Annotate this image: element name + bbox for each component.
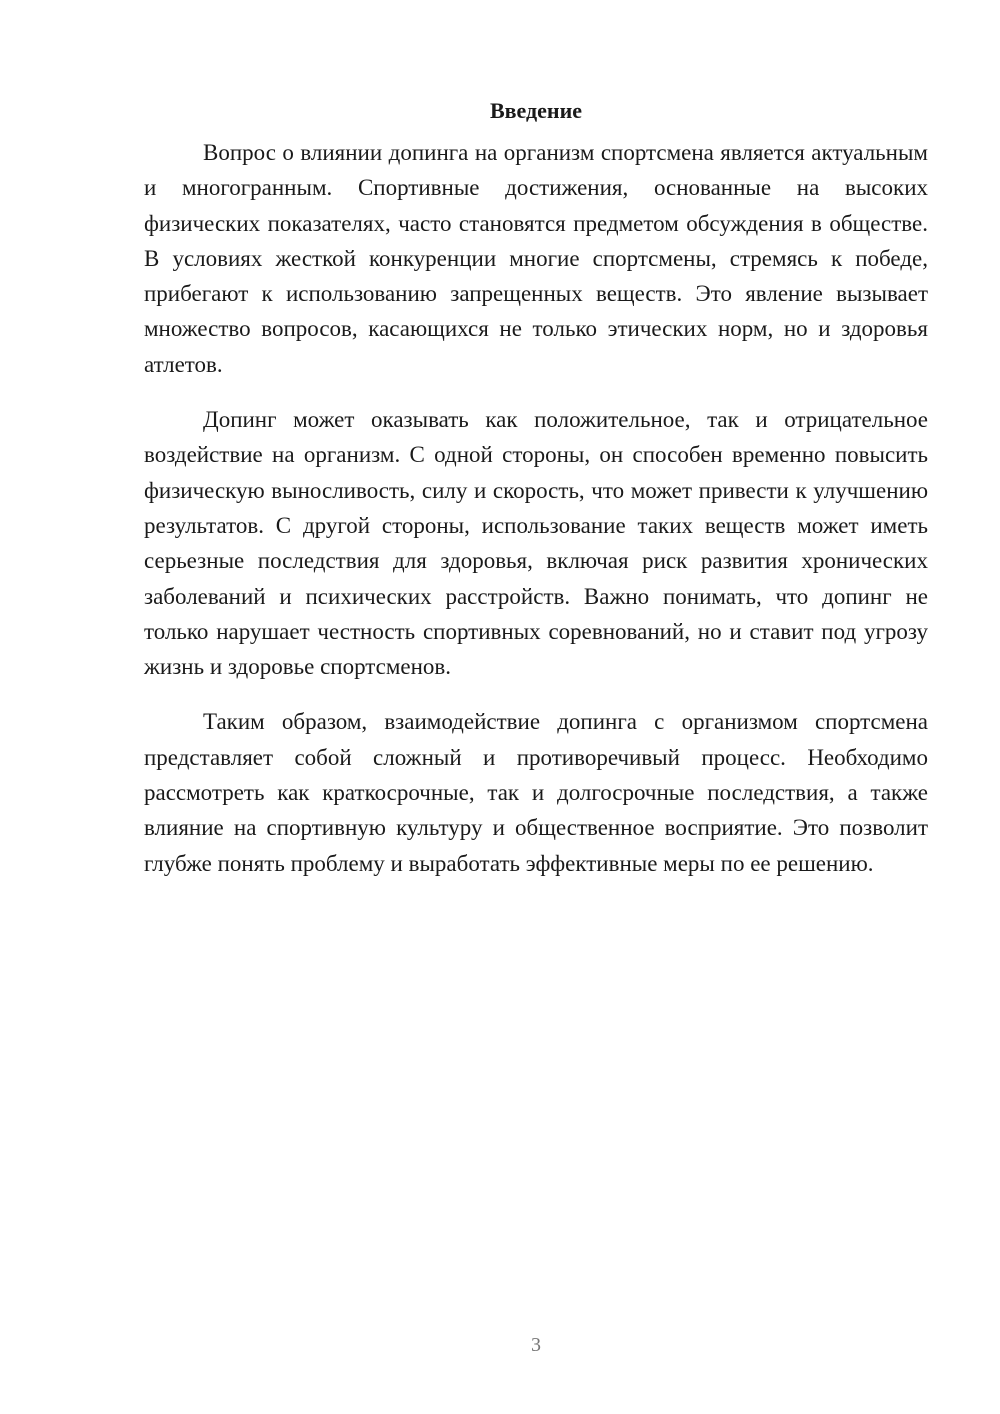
paragraph-3: Таким образом, взаимодействие допинга с организмом спортсмена представляет собой сложный и противоречивый процесс. Необходимо рассмотреть как краткосрочные, так и долгосрочные последствия, а также влияние на спортивную культуру и общественное восприятие. Это позволит глубже понять проблему и выработать эффективные меры по ее решению. (144, 709, 928, 876)
page-number: 3 (531, 1334, 541, 1356)
page-content (144, 96, 928, 901)
paragraph-2: Допинг может оказывать как положительное, так и отрицательное воздействие на организм. С одной стороны, он способен временно повысить физическую выносливость, силу и скорость, что может привести к улучшению результатов. С другой стороны, использование таких веществ может иметь серьезные последствия для здоровья, включая риск развития хронических заболеваний и психических расстройств. Важно понимать, что допинг не только нарушает честность спортивных соревнований, но и ставит под угрозу жизнь и здоровье спортсменов. (144, 407, 928, 680)
section-title: Введение (489, 98, 583, 123)
paragraph-1: Вопрос о влиянии допинга на организм спортсмена является актуальным и многогранным. Спортивные достижения, основанные на высоких физических показателях, часто становятся предметом обсуждения в обществе. В условиях жесткой конкуренции многие спортсмены, стремясь к победе, прибегают к использованию запрещенных веществ. Это явление вызывает множество вопросов, касающихся не только этических норм, но и здоровья атлетов. (144, 140, 928, 377)
